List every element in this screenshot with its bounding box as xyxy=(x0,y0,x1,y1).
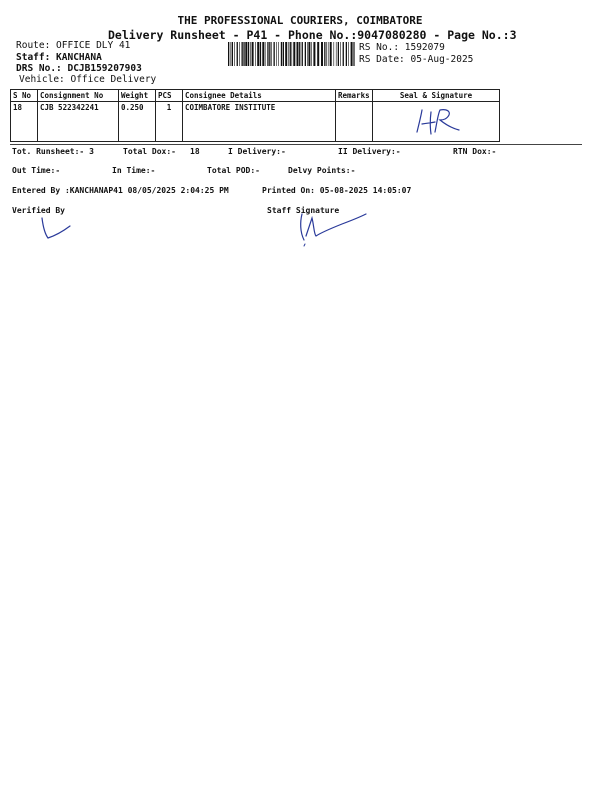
col-header-seal: Seal & Signature xyxy=(373,90,500,102)
in-time: In Time:- xyxy=(112,166,156,175)
col-header-sno: S No xyxy=(11,90,38,102)
ii-delivery: II Delivery:- xyxy=(338,147,401,156)
total-dox-value: 18 xyxy=(190,147,200,156)
total-dox-label: Total Dox:- xyxy=(123,147,176,156)
barcode xyxy=(228,42,355,66)
seal-signature-icon xyxy=(413,106,463,136)
col-header-weight: Weight xyxy=(119,90,156,102)
staff-signature-icon xyxy=(292,206,372,248)
runsheet-title: Delivery Runsheet - P41 - Phone No.:9047080280 - Page No.:3 xyxy=(108,28,517,42)
company-title: THE PROFESSIONAL COURIERS, COIMBATORE xyxy=(177,14,423,27)
cell-remarks xyxy=(336,102,373,142)
entered-by: Entered By :KANCHANAP41 08/05/2025 2:04:25 PM xyxy=(12,186,229,195)
staff-label: Staff: KANCHANA xyxy=(16,52,102,63)
runsheet-table xyxy=(10,89,500,142)
delvy-points: Delvy Points:- xyxy=(288,166,356,175)
rs-number: RS No.: 1592079 xyxy=(359,42,445,53)
verified-by-label: Verified By xyxy=(12,206,65,215)
cell-consignment: CJB 522342241 xyxy=(38,102,119,142)
cell-sno: 18 xyxy=(11,102,38,142)
cell-pcs: 1 xyxy=(156,102,183,142)
cell-weight: 0.250 xyxy=(119,102,156,142)
total-pod: Total POD:- xyxy=(207,166,260,175)
col-header-consignment: Consignment No xyxy=(38,90,119,102)
col-header-remarks: Remarks xyxy=(336,90,373,102)
table-row xyxy=(11,102,500,142)
col-header-pcs: PCS xyxy=(156,90,183,102)
verified-signature-icon xyxy=(36,214,80,242)
cell-seal xyxy=(373,102,500,142)
col-header-consignee: Consignee Details xyxy=(183,90,336,102)
staff-signature-label: Staff Signature xyxy=(267,206,340,215)
rtn-dox: RTN Dox:- xyxy=(453,147,497,156)
tot-runsheet: Tot. Runsheet:- 3 xyxy=(12,147,94,156)
divider xyxy=(10,144,582,145)
drs-label: DRS No.: DCJB159207903 xyxy=(16,63,142,74)
out-time: Out Time:- xyxy=(12,166,61,175)
vehicle-label: Vehicle: Office Delivery xyxy=(19,74,157,85)
cell-consignee: COIMBATORE INSTITUTE xyxy=(183,102,336,142)
table-header-row xyxy=(11,90,500,102)
rs-date: RS Date: 05-Aug-2025 xyxy=(359,54,474,65)
route-label: Route: OFFICE DLY 41 xyxy=(16,40,131,51)
i-delivery: I Delivery:- xyxy=(228,147,286,156)
printed-on: Printed On: 05-08-2025 14:05:07 xyxy=(262,186,412,195)
